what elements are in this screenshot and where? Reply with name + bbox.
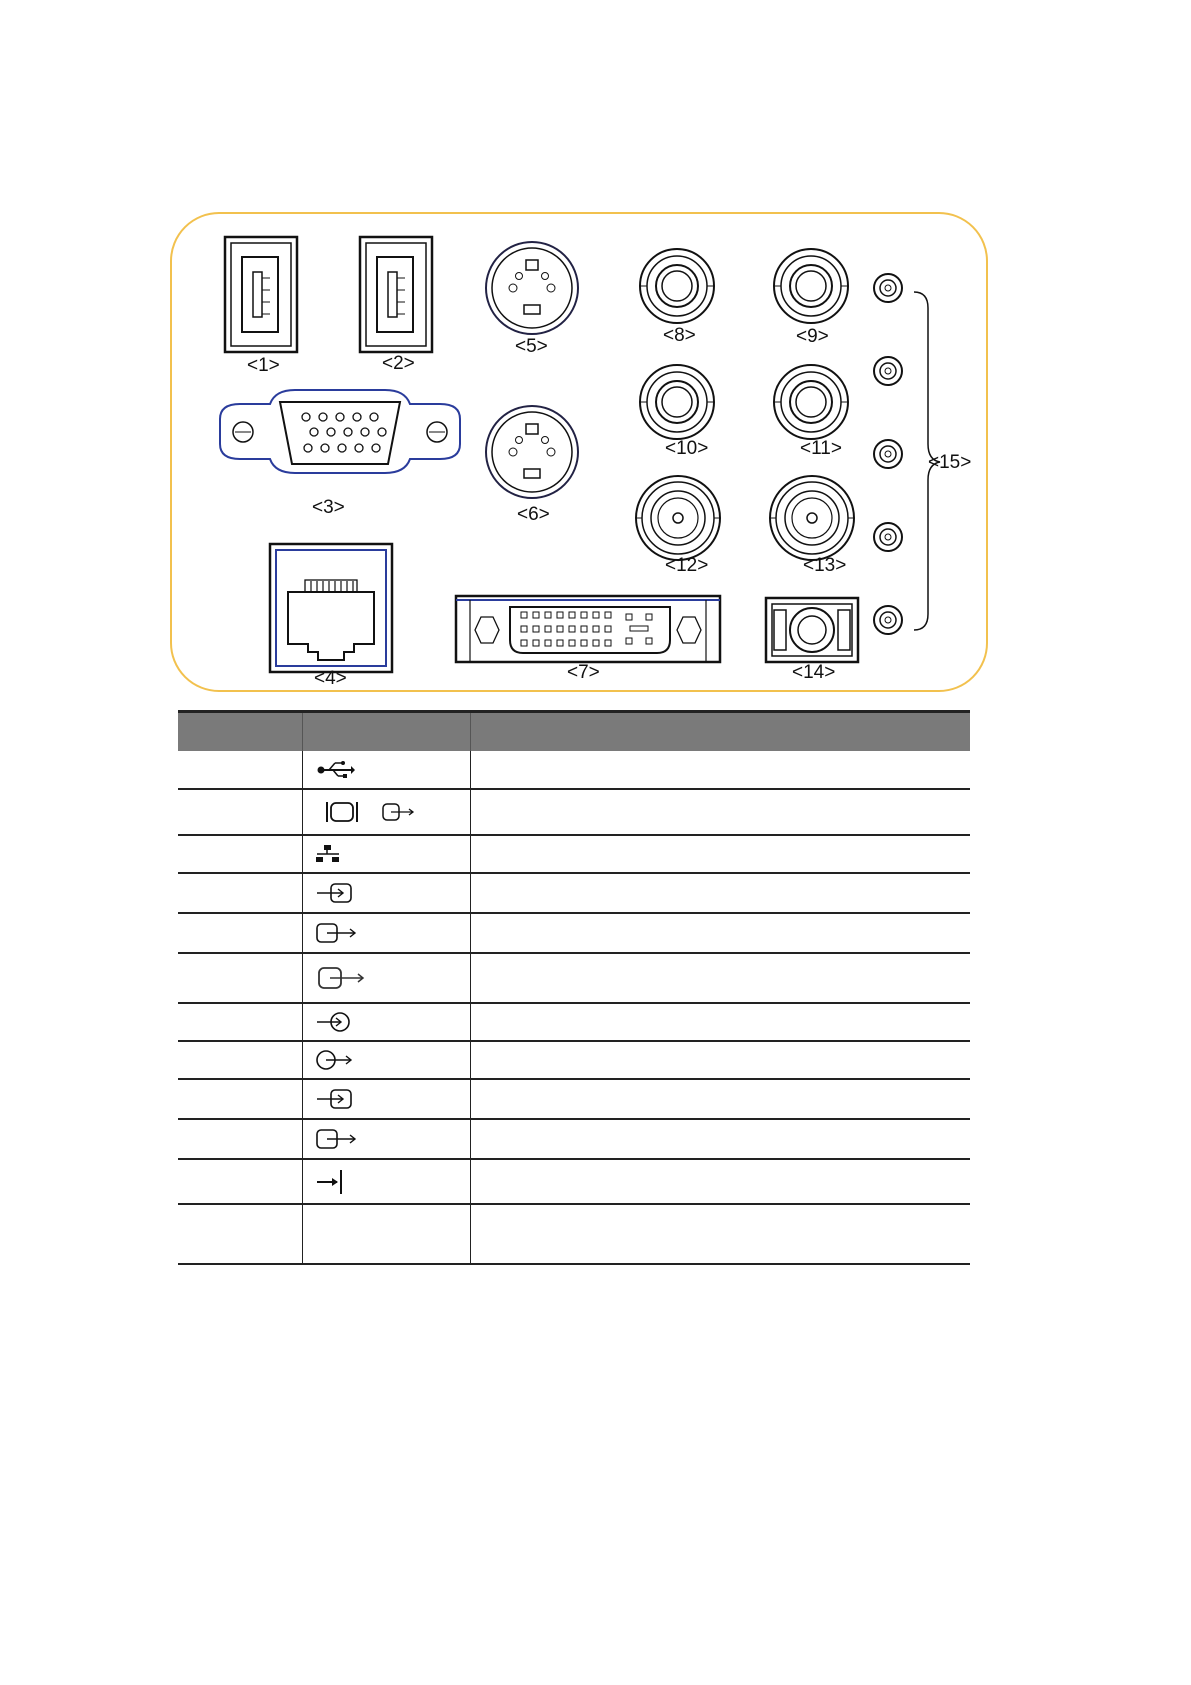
vga-port-3: [220, 390, 460, 473]
svideo-in-icon: [315, 1010, 355, 1034]
label-port-1: <1>: [247, 355, 280, 376]
connector-panel-drawing: [170, 212, 988, 692]
table-row: [178, 1079, 970, 1119]
label-port-15: <15>: [928, 452, 972, 473]
mini-din-port-6: [486, 406, 578, 498]
mini-din-port-5: [486, 242, 578, 334]
table-row: [178, 1119, 970, 1159]
label-port-9: <9>: [796, 326, 829, 347]
rca-port-10: [640, 365, 714, 439]
label-port-8: <8>: [663, 325, 696, 346]
table-header-cell: [471, 712, 971, 752]
bnc-port-13: [770, 476, 854, 560]
video-in-icon: [315, 881, 359, 905]
rca-port-9: [774, 249, 848, 323]
table-row: [178, 835, 970, 873]
dvi-port-7: [456, 596, 720, 662]
video-out-icon: [315, 964, 369, 992]
label-port-6: <6>: [517, 504, 550, 525]
connector-panel: [170, 212, 988, 692]
label-port-7: <7>: [567, 662, 600, 683]
label-port-2: <2>: [382, 353, 415, 374]
remote-jack-14: [766, 598, 858, 662]
label-port-14: <14>: [792, 662, 836, 683]
video-in-icon: [315, 1087, 359, 1111]
usb-port-1: [225, 237, 297, 352]
label-port-11: <11>: [800, 438, 842, 459]
table-row: [178, 751, 970, 789]
rca-port-8: [640, 249, 714, 323]
table-row: [178, 1159, 970, 1204]
table-row: [178, 873, 970, 913]
usb-icon: [315, 760, 355, 780]
table-row: [178, 1204, 970, 1264]
remote-icon: [315, 1168, 349, 1196]
rca-port-11: [774, 365, 848, 439]
table-header-row: [178, 712, 970, 752]
label-port-13: <13>: [803, 555, 847, 576]
network-icon: [315, 843, 345, 865]
usb-port-2: [360, 237, 432, 352]
table-header-cell: [303, 712, 471, 752]
table-row: [178, 953, 970, 1003]
table-row: [178, 789, 970, 835]
audio-jacks-15: [874, 274, 902, 634]
label-port-5: <5>: [515, 336, 548, 357]
table-row: [178, 1041, 970, 1079]
monitor-vga-out-icon: [315, 800, 425, 824]
table-row: [178, 913, 970, 953]
label-port-12: <12>: [665, 555, 709, 576]
video-out-icon: [315, 1127, 359, 1151]
table-row: [178, 1003, 970, 1041]
table-header-cell: [178, 712, 303, 752]
rj45-port-4: [270, 544, 392, 672]
label-port-10: <10>: [665, 438, 709, 459]
bnc-port-12: [636, 476, 720, 560]
svideo-out-icon: [315, 1048, 355, 1072]
video-out-icon: [315, 921, 359, 945]
ports-table: [178, 710, 970, 1265]
label-port-4: <4>: [314, 668, 347, 689]
label-port-3: <3>: [312, 497, 345, 518]
